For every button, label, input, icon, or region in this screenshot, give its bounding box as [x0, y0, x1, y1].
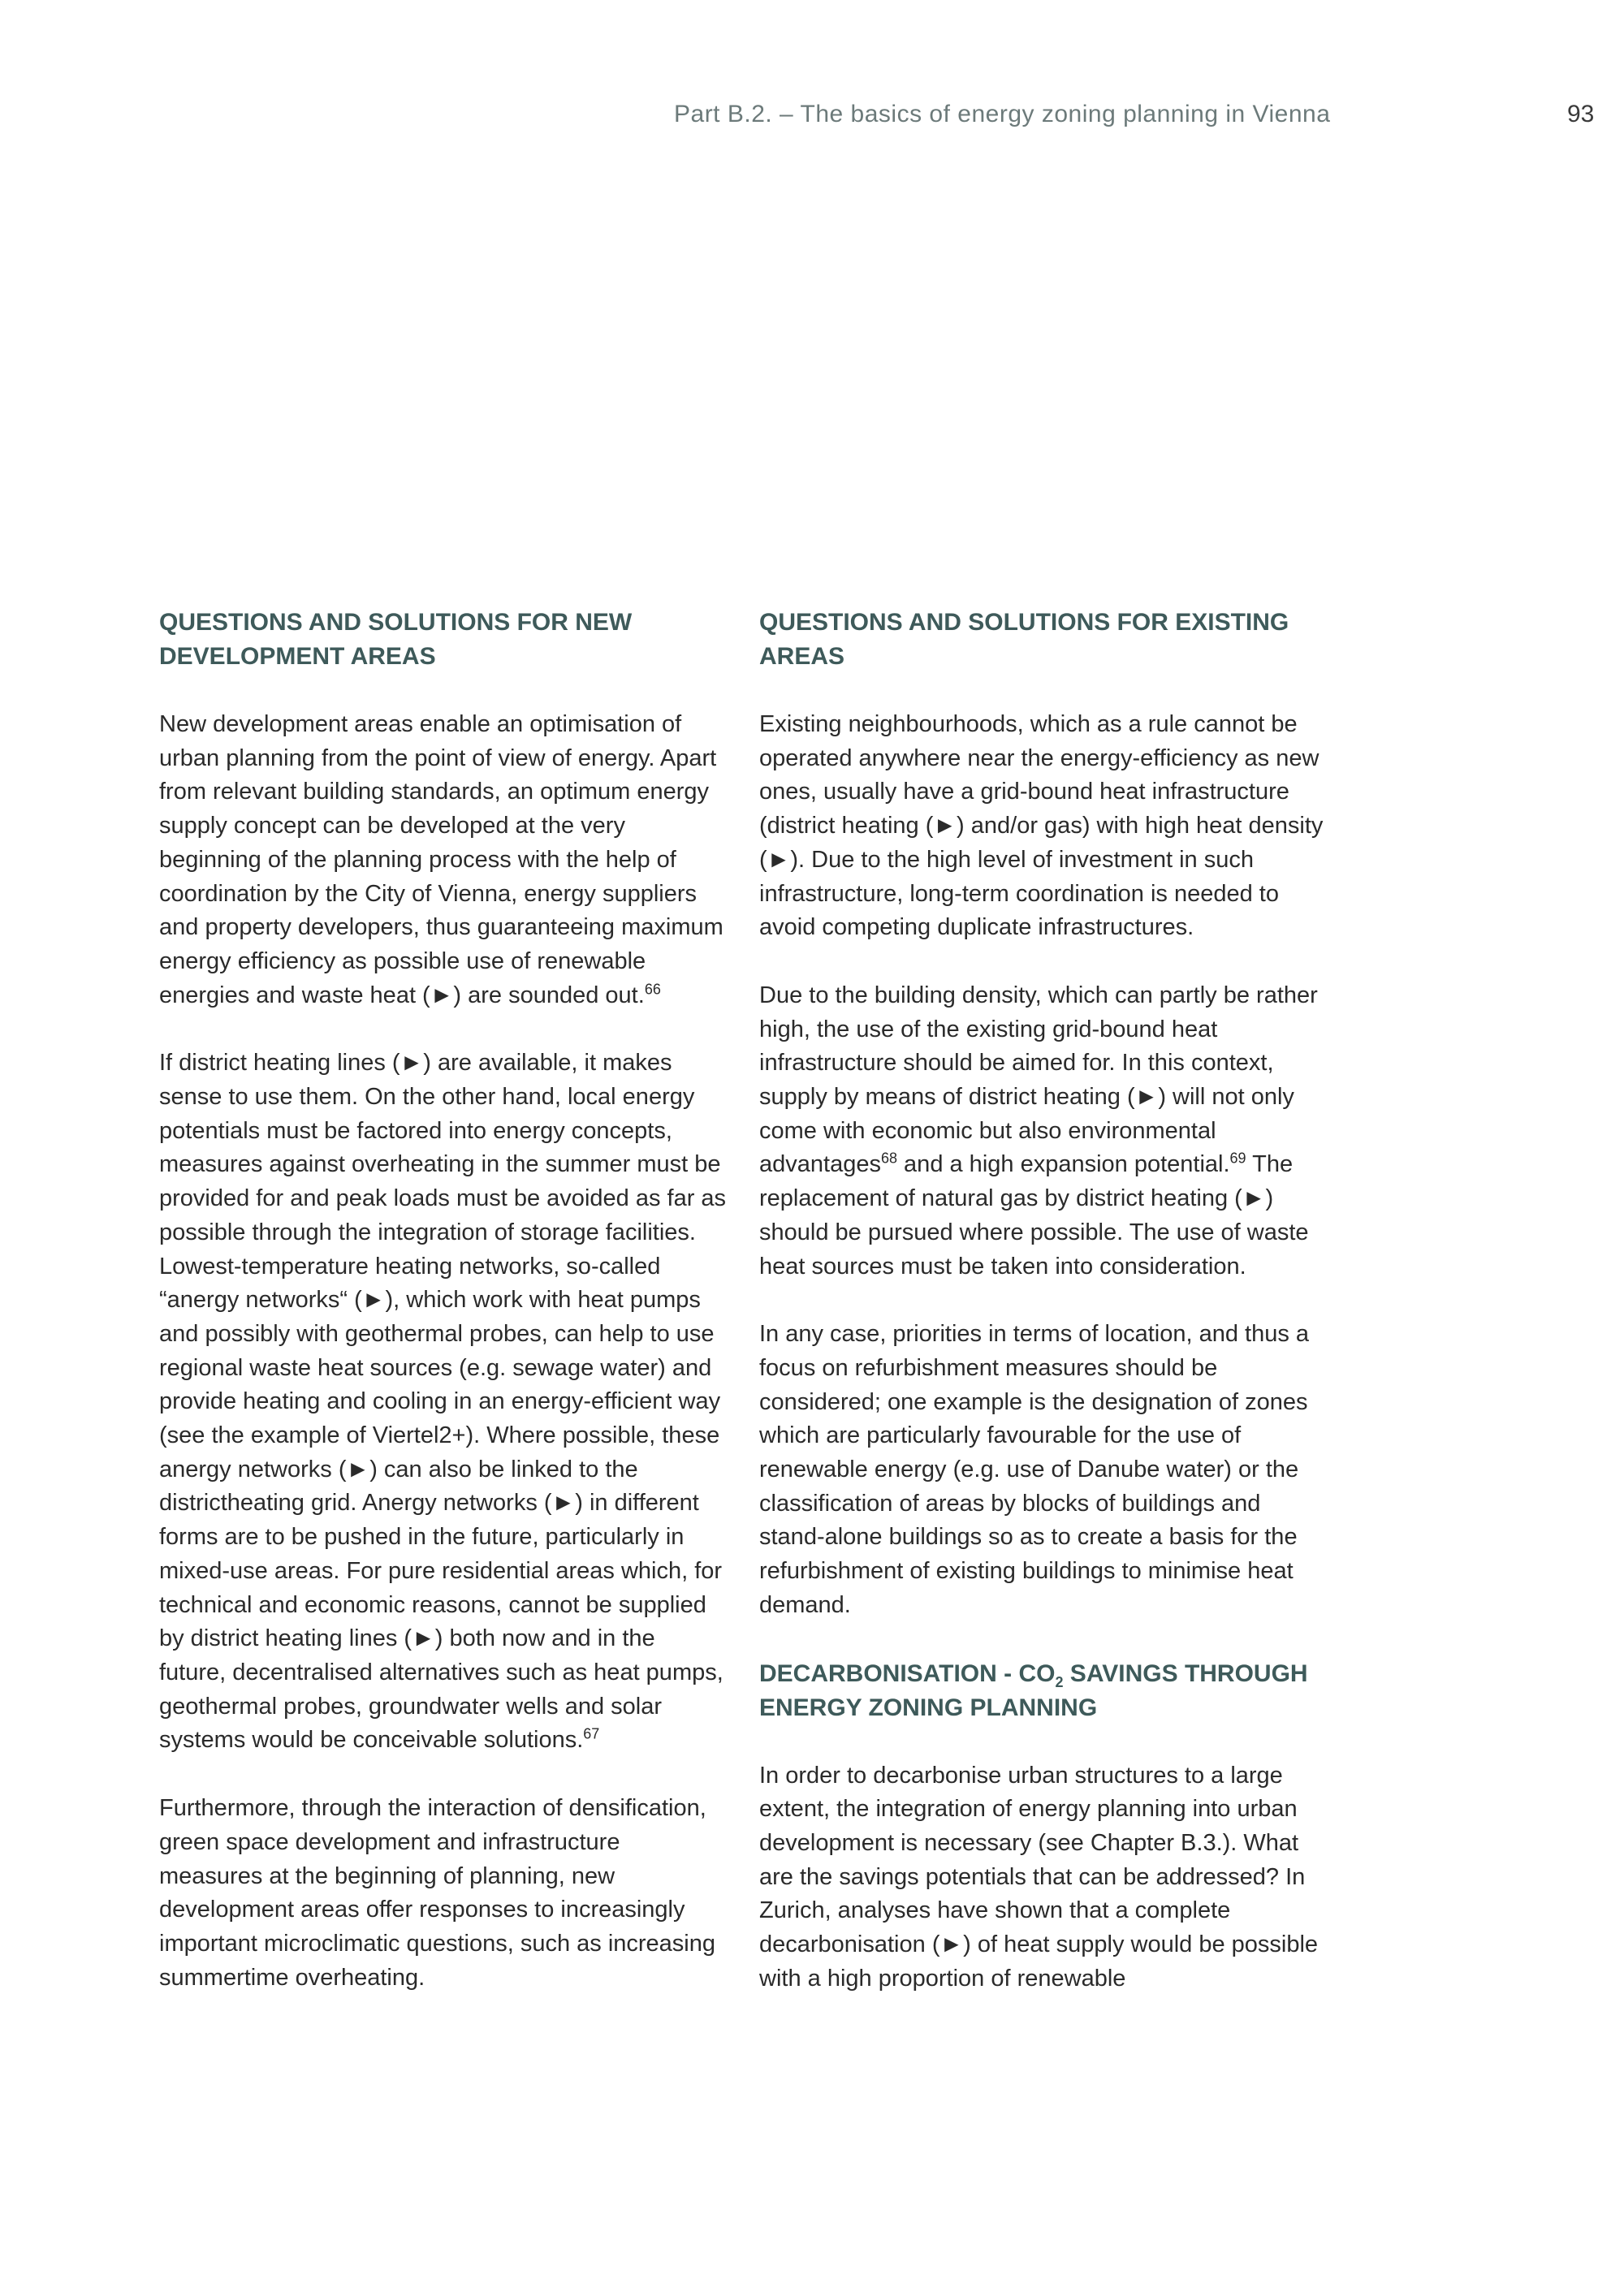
heading-decarbonisation [759, 1657, 1328, 1725]
heading-line: DEVELOPMENT AREAS [159, 643, 436, 670]
heading-line: QUESTIONS AND SOLUTIONS FOR NEW [159, 609, 633, 636]
paragraph-text: If district heating lines (►) are available, it makes sense to use them. On the other hand, local energy potentials must be factored into energy concepts, measures against overheating in the summer must be provided for and peak loads must be avoided as far as possible through the integration of storage facilities. Lowest-temperature heating networks, so-called “anergy networks“ (►), which work with heat pumps and possibly with geothermal probes, can help to use regional waste heat sources (e.g. sewage water) and provide heating and cooling in an energy-efficient way (see the example of Viertel2+). Where possible, these anergy networks (►) can also be linked to the districtheating grid. Anergy networks (►) in different forms are to be pushed in the future, particularly in mixed-use areas. For pure residential areas which, for technical and economic reasons, cannot be supplied by district heating lines (►) both now and in the future, decentralised alternatives such as heat pumps, geothermal probes, groundwater wells and solar systems would be conceivable solutions. [159, 1050, 727, 1754]
paragraph-text: and a high expansion potential. [897, 1151, 1230, 1178]
heading-existing-areas [759, 606, 1328, 674]
running-header: Part B.2. – The basics of energy zoning planning in Vienna [674, 101, 1331, 127]
page-number: 93 [1567, 101, 1595, 127]
paragraph-text: Due to the building density, which can partly be rather high, the use of the existing grid-bound heat infrastructure should be aimed for. In this context, supply by means of district heating (►) will not only come with economic but also environmental advantages [759, 982, 1318, 1178]
left-column [159, 606, 728, 2029]
heading-text: DECARBONISATION - CO [759, 1659, 1056, 1687]
paragraph [159, 1047, 728, 1758]
paragraph-text: The replacement of natural gas by district heating (►) should be pursued where possible. The use of waste heat sources must be taken into consideration. [759, 1151, 1309, 1280]
heading-new-development-areas [159, 606, 728, 674]
footnote-ref: 67 [583, 1725, 600, 1742]
heading-text: SAVINGS THROUGH [1063, 1659, 1308, 1687]
paragraph: In order to decarbonise urban structures to a large extent, the integration of energy planning into urban development is necessary (see Chapter B.3.). What are the savings potentials that can be addressed? In Zurich, analyses have shown that a complete decarbonisation (►) of heat supply would be possible with a high proportion of renewable [759, 1762, 1319, 1992]
paragraph [759, 979, 1328, 1284]
right-column [759, 606, 1328, 2031]
paragraph: Existing neighbourhoods, which as a rule cannot be operated anywhere near the energy-efficiency as new ones, usually have a grid-bound heat infrastructure (district heating (►) and/or gas) with high heat density (►). Due to the high level of investment in such infrastructure, long-term coordination is needed to avoid competing duplicate infrastructures. [759, 711, 1324, 941]
heading-line: AREAS [759, 643, 845, 670]
footnote-ref: 68 [880, 1150, 897, 1167]
paragraph: In any case, priorities in terms of location, and thus a focus on refurbishment measures should be considered; one example is the designation of zones which are particularly favourable for the use of renewable energy (e.g. use of Danube water) or the classification of areas by blocks of buildings and stand-alone buildings so as to create a basis for the refurbishment of existing buildings to minimise heat demand. [759, 1321, 1310, 1618]
heading-line: ENERGY ZONING PLANNING [759, 1694, 1098, 1721]
paragraph: Furthermore, through the interaction of densification, green space development and infrastructure measures at the beginning of planning, new development areas offer responses to increasingly important microclimatic questions, such as increasing summertime overheating. [159, 1795, 715, 1991]
subscript: 2 [1055, 1673, 1064, 1690]
heading-line: QUESTIONS AND SOLUTIONS FOR EXISTING [759, 609, 1289, 636]
paragraph [159, 708, 728, 1012]
paragraph-text: New development areas enable an optimisation of urban planning from the point of view of energy. Apart from relevant building standards, an optimum energy supply concept can be developed at the very beginning of the planning process with the help of coordination by the City of Vienna, energy suppliers and property developers, thus guaranteeing maximum energy efficiency as possible use of renewable energies and waste heat (►) are sounded out. [159, 711, 723, 1008]
footnote-ref: 66 [644, 980, 661, 997]
footnote-ref: 69 [1229, 1150, 1246, 1167]
